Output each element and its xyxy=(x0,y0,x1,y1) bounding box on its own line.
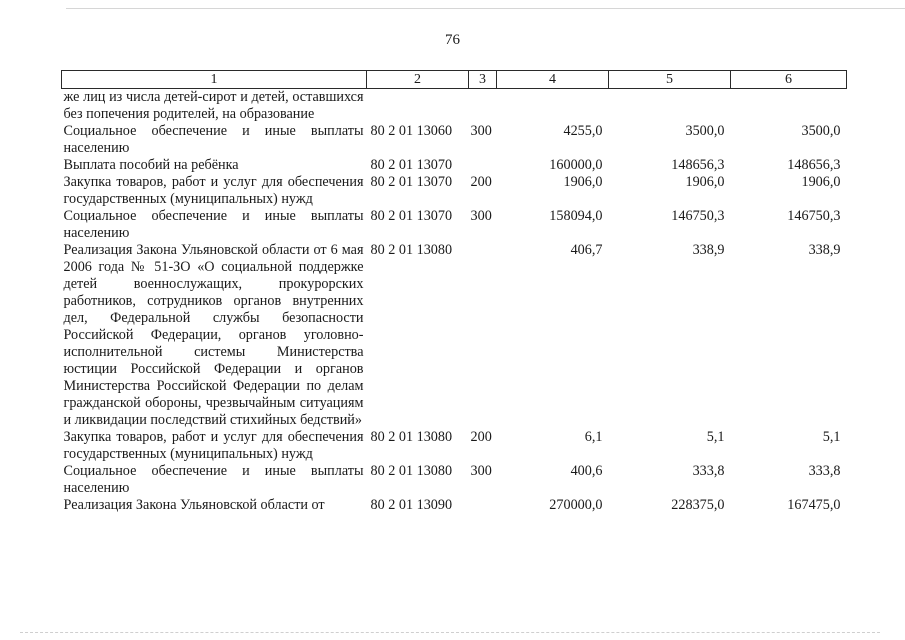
cell-vr: 300 xyxy=(470,208,492,224)
header-col-4: 4 xyxy=(497,71,609,89)
table-body xyxy=(62,89,847,515)
table-row xyxy=(62,157,847,174)
scan-edge-line xyxy=(66,8,905,9)
cell-code xyxy=(367,89,469,124)
cell-value-1: 1906,0 xyxy=(563,174,603,190)
cell-code: 80 2 01 13070 xyxy=(370,208,453,224)
scan-bottom-edge xyxy=(20,632,880,634)
cell-value-2: 333,8 xyxy=(692,463,725,479)
cell-name: Закупка товаров, работ и услуг для обеспечения государственных (муниципальных) нужд xyxy=(63,174,364,207)
header-col-2: 2 xyxy=(367,71,469,89)
table-row xyxy=(62,174,847,208)
cell-vr xyxy=(469,157,497,174)
page-number: 76 xyxy=(445,32,460,48)
cell-value-3 xyxy=(731,89,847,124)
cell-vr xyxy=(469,89,497,124)
cell-name: Социальное обеспечение и иные выплаты населению xyxy=(63,123,364,156)
cell-vr xyxy=(469,497,497,514)
table-row xyxy=(62,123,847,157)
cell-code: 80 2 01 13080 xyxy=(370,463,453,479)
cell-code: 80 2 01 13080 xyxy=(370,242,453,258)
cell-code: 80 2 01 13070 xyxy=(370,174,453,190)
cell-vr: 300 xyxy=(470,463,492,479)
cell-value-2: 5,1 xyxy=(706,429,725,445)
table-row xyxy=(62,497,847,514)
cell-value-1: 400,6 xyxy=(570,463,603,479)
table-row xyxy=(62,89,847,124)
cell-value-1: 406,7 xyxy=(570,242,603,258)
header-col-3: 3 xyxy=(469,71,497,89)
header-col-6: 6 xyxy=(731,71,847,89)
header-row xyxy=(62,71,847,89)
cell-vr xyxy=(469,242,497,429)
cell-value-3: 5,1 xyxy=(822,429,841,445)
cell-value-1: 158094,0 xyxy=(549,208,603,224)
header-col-5: 5 xyxy=(609,71,731,89)
cell-value-3: 146750,3 xyxy=(787,208,841,224)
cell-vr: 200 xyxy=(470,174,492,190)
cell-value-2: 1906,0 xyxy=(685,174,725,190)
cell-vr: 200 xyxy=(470,429,492,445)
cell-value-2: 338,9 xyxy=(692,242,725,258)
cell-name: Выплата пособий на ребёнка xyxy=(63,157,239,173)
budget-table xyxy=(61,70,847,514)
table-header xyxy=(62,71,847,89)
cell-name: Реализация Закона Ульяновской области от xyxy=(63,497,325,513)
cell-value-2: 146750,3 xyxy=(671,208,725,224)
cell-name: Закупка товаров, работ и услуг для обеспечения государственных (муниципальных) нужд xyxy=(63,429,364,462)
cell-value-3: 167475,0 xyxy=(787,497,841,513)
cell-value-1: 4255,0 xyxy=(563,123,603,139)
cell-value-2: 3500,0 xyxy=(685,123,725,139)
cell-value-1 xyxy=(497,89,609,124)
cell-value-3: 148656,3 xyxy=(787,157,841,173)
cell-value-2: 228375,0 xyxy=(671,497,725,513)
cell-code: 80 2 01 13070 xyxy=(370,157,453,173)
cell-code: 80 2 01 13060 xyxy=(370,123,453,139)
cell-value-3: 1906,0 xyxy=(801,174,841,190)
cell-value-2: 148656,3 xyxy=(671,157,725,173)
table-row xyxy=(62,463,847,497)
cell-vr: 300 xyxy=(470,123,492,139)
cell-value-1: 160000,0 xyxy=(549,157,603,173)
cell-name: же лиц из числа детей-сирот и детей, оставшихся без попечения родителей, на образование xyxy=(63,89,364,122)
cell-name: Социальное обеспечение и иные выплаты населению xyxy=(63,463,364,496)
cell-value-1: 6,1 xyxy=(584,429,603,445)
cell-value-3: 338,9 xyxy=(808,242,841,258)
cell-value-3: 333,8 xyxy=(808,463,841,479)
cell-name: Социальное обеспечение и иные выплаты населению xyxy=(63,208,364,241)
cell-value-3: 3500,0 xyxy=(801,123,841,139)
table-row xyxy=(62,242,847,429)
table-row xyxy=(62,208,847,242)
header-col-1: 1 xyxy=(62,71,367,89)
cell-value-1: 270000,0 xyxy=(549,497,603,513)
table-row xyxy=(62,429,847,463)
cell-code: 80 2 01 13080 xyxy=(370,429,453,445)
cell-name: Реализация Закона Ульяновской области от 6 мая 2006 года № 51-ЗО «О социальной поддержке детей военнослужащих, прокурорских работников, сотрудников органов внутренних дел, Федеральной службы безопасности Российской Федерации, органов уголовно-исполнительной системы Министерства юстиции Российской Федерации и органов Министерства Российской Федерации по делам гражданской обороны, чрезвычайным ситуациям и ликвидации последствий стихийных бедствий» xyxy=(63,242,364,428)
cell-code: 80 2 01 13090 xyxy=(370,497,453,513)
cell-value-2 xyxy=(609,89,731,124)
